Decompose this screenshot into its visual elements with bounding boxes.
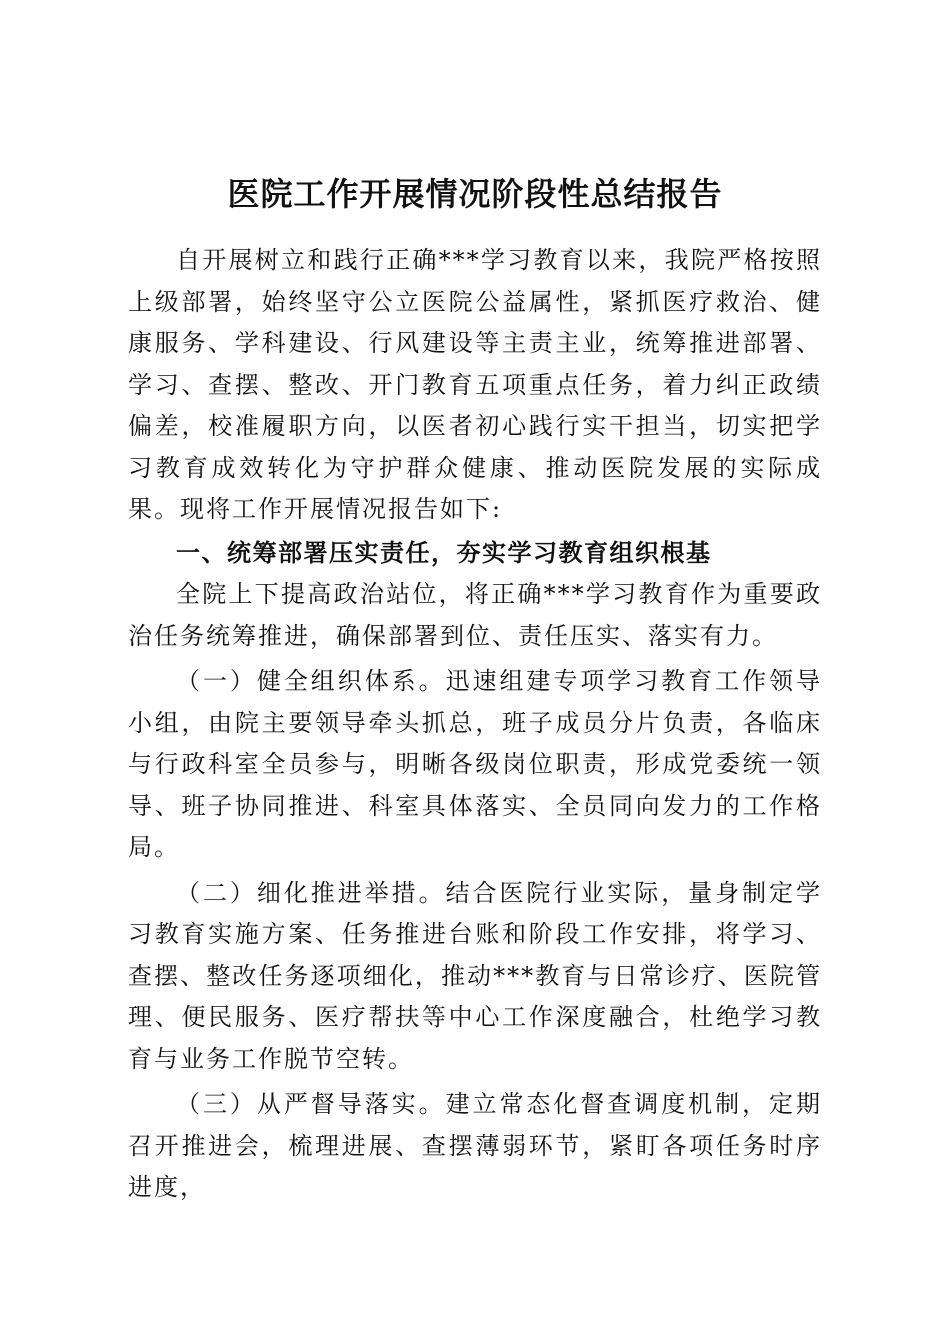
- section-lead-paragraph: 全院上下提高政治站位，将正确***学习教育作为重要政治任务统筹推进，确保部署到位、责任压实、落实有力。: [128, 580, 822, 650]
- intro-paragraph: 自开展树立和践行正确***学习教育以来，我院严格按照上级部署，始终坚守公立医院公益属性，紧抓医疗救治、健康服务、学科建设、行风建设等主责主业，统筹推进部署、学习、查摆、整改、开门教育五项重点任务，着力纠正政绩偏差，校准履职方向，以医者初心践行实干担当，切实把学习教育成效转化为守护群众健康、推动医院发展的实际成果。现将工作开展情况报告如下:: [128, 246, 822, 523]
- document-body: [128, 240, 822, 1209]
- document-title: 医院工作开展情况阶段性总结报告: [227, 175, 723, 213]
- subsection-paragraph: （二）细化推进举措。结合医院行业实际，量身制定学习教育实施方案、任务推进台账和阶段工作安排，将学习、查摆、整改任务逐项细化，推动***教育与日常诊疗、医院管理、便民服务、医疗帮扶等中心工作深度融合，杜绝学习教育与业务工作脱节空转。: [128, 878, 822, 1073]
- section-heading: 一、统筹部署压实责任，夯实学习教育组织根基: [176, 538, 712, 567]
- subsection-paragraph: （一）健全组织体系。迅速组建专项学习教育工作领导小组，由院主要领导牵头抓总，班子成员分片负责，各临床与行政科室全员参与，明晰各级岗位职责，形成党委统一领导、班子协同推进、科室具体落实、全员同向发力的工作格局。: [128, 667, 822, 861]
- subsection-paragraph: （三）从严督导落实。建立常态化督查调度机制，定期召开推进会，梳理进展、查摆薄弱环节，紧盯各项任务时序进度，: [128, 1090, 822, 1201]
